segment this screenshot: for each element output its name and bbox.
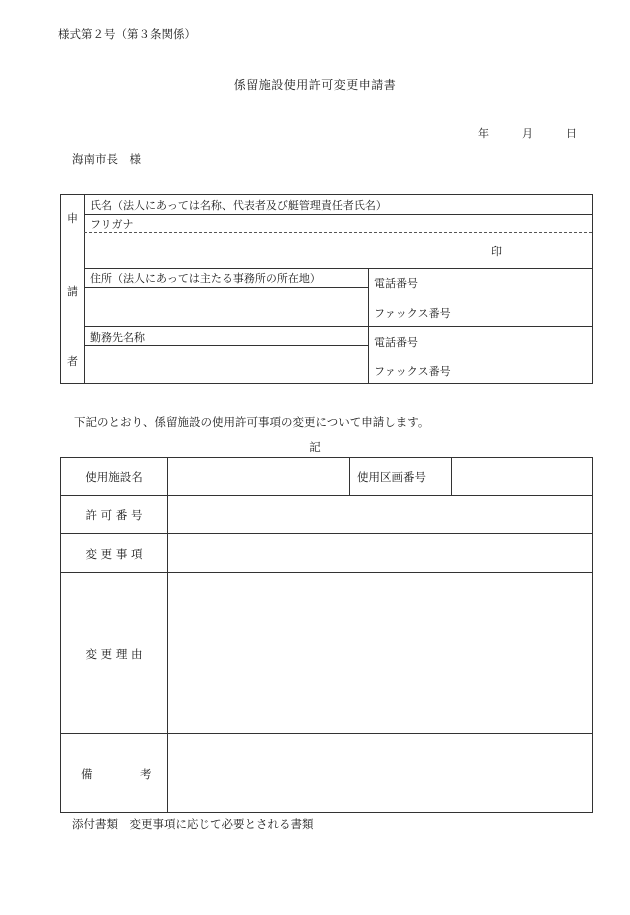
- address-phone-label: 電話番号: [374, 277, 418, 290]
- workplace-label: 勤務先名称: [90, 331, 145, 344]
- applicant-table: [60, 194, 593, 384]
- form-number: 様式第２号（第３条関係）: [58, 27, 196, 41]
- section-number-label: 使用区画番号: [357, 470, 426, 484]
- permit-number-label: 許 可 番 号: [85, 508, 143, 522]
- remarks-label-2: 考: [140, 767, 152, 781]
- request-table: [60, 457, 593, 813]
- date-line: [478, 125, 577, 141]
- address-label: 住所（法人にあっては主たる事務所の所在地）: [90, 272, 321, 285]
- date-year: 年: [478, 127, 489, 140]
- attachments-note: 添付書類 変更事項に応じて必要とされる書類: [72, 817, 314, 831]
- document-title: 係留施設使用許可変更申請書: [233, 78, 397, 92]
- change-reason-label: 変 更 理 由: [85, 647, 143, 661]
- applicant-side-label-2: 請: [67, 285, 78, 298]
- workplace-phone-label: 電話番号: [374, 336, 418, 349]
- date-day: 日: [566, 127, 577, 140]
- furigana-label: フリガナ: [90, 218, 134, 231]
- body-text: 下記のとおり、係留施設の使用許可事項の変更について申請します。: [74, 415, 430, 429]
- applicant-side-label-3: 者: [67, 355, 78, 368]
- change-item-label: 変 更 事 項: [85, 547, 143, 561]
- ki-label: 記: [309, 440, 321, 454]
- applicant-side-label-1: 申: [67, 212, 78, 225]
- name-label: 氏名（法人にあっては名称、代表者及び艇管理責任者氏名）: [90, 199, 387, 212]
- remarks-label-1: 備: [81, 767, 93, 781]
- addressee: 海南市長 様: [72, 152, 141, 166]
- workplace-fax-label: ファックス番号: [374, 365, 451, 378]
- seal-label: 印: [491, 245, 502, 258]
- facility-name-label: 使用施設名: [85, 470, 143, 484]
- address-fax-label: ファックス番号: [374, 307, 451, 320]
- date-month: 月: [522, 127, 533, 140]
